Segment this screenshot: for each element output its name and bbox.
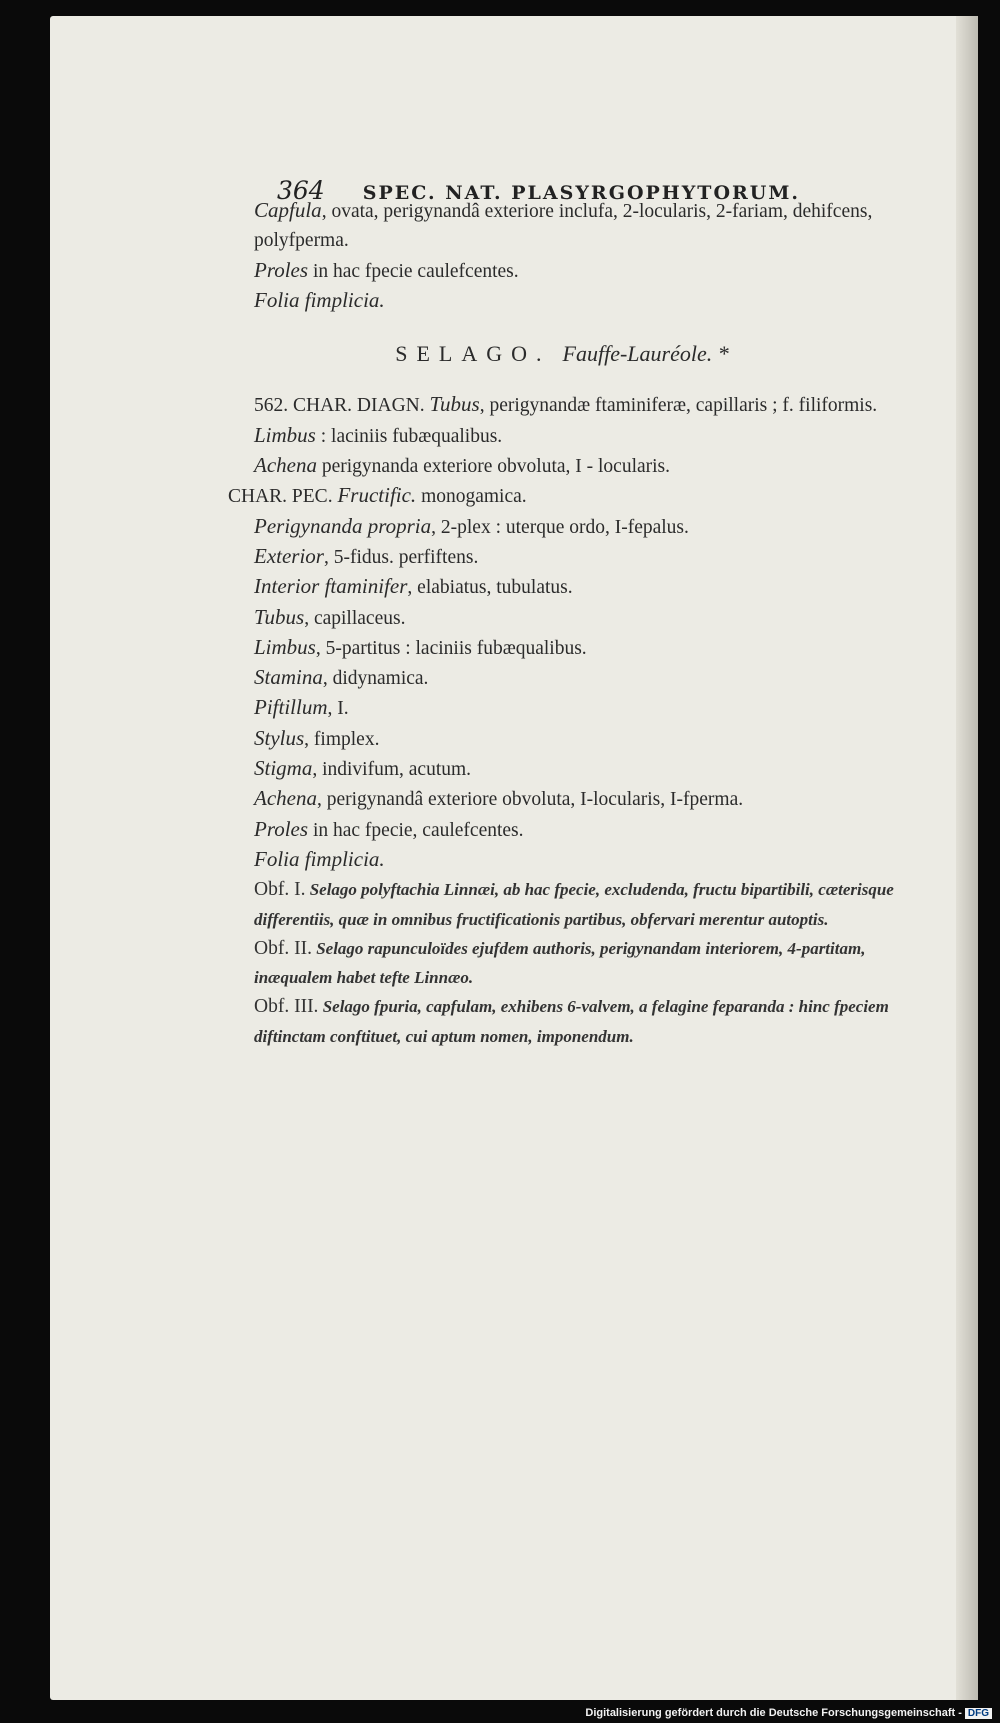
stigma-paragraph: Stigma, indivifum, acutum. — [254, 756, 472, 781]
genus-title: SELAGO. Fauffe-Lauréole. * — [395, 341, 729, 367]
stamina-paragraph: Stamina, didynamica. — [254, 665, 429, 690]
digitization-credit — [585, 1707, 992, 1719]
capsula-paragraph: Capfula, ovata, perigynandâ exteriore inclufa, 2-locularis, 2-fariam, dehifcens, polyfperma. — [254, 198, 873, 252]
stylus-paragraph: Stylus, fimplex. — [254, 725, 380, 750]
page-gutter — [956, 16, 978, 1700]
perigynanda-paragraph: Perigynanda propria, 2-plex : uterque ordo, I-fepalus. — [254, 513, 689, 538]
achena-paragraph: Achena perigynanda exteriore obvoluta, I - locularis. — [254, 453, 671, 478]
page-number: 364 — [277, 176, 325, 205]
credit-text: Digitalisierung gefördert durch die Deutsche Forschungsgemeinschaft - — [585, 1707, 962, 1719]
dfg-logo: DFG — [965, 1708, 992, 1719]
limbus-paragraph: Limbus : laciniis fubæqualibus. — [254, 422, 503, 447]
tubus-paragraph: Tubus, capillaceus. — [254, 604, 406, 629]
exterior-paragraph: Exterior, 5-fidus. perfiftens. — [254, 543, 479, 568]
interior-paragraph: Interior ftaminifer, elabiatus, tubulatus. — [254, 574, 573, 599]
folia-paragraph: Folia fimplicia. — [254, 287, 385, 312]
running-title: SPEC. NAT. PLASYRGOPHYTORUM. — [362, 182, 800, 204]
proles-paragraph: Proles in hac fpecie caulefcentes. — [254, 257, 519, 282]
proles-caulefcentes-paragraph: Proles in hac fpecie, caulefcentes. — [254, 816, 524, 841]
pistillum-paragraph: Piftillum, I. — [254, 695, 349, 720]
observation-1: Obf. I. Selago polyftachia Linnæi, ab hac fpecie, excludenda, fructu bipartibili, cæterisque differentiis, quæ in omnibus fructificationis partibus, obfervari merentur autoptis. — [254, 879, 894, 929]
limbus-partitus-paragraph: Limbus, 5-partitus : laciniis fubæqualibus. — [254, 634, 587, 659]
observation-2: Obf. II. Selago rapunculoïdes ejufdem authoris, perigynandam interiorem, 4-partitam, inæqualem habet tefte Linnæo. — [254, 937, 866, 988]
char-pec-paragraph: CHAR. PEC. Fructific. monogamica. — [228, 483, 527, 508]
folia-simplicia-paragraph: Folia fimplicia. — [254, 846, 385, 871]
achena-fperma-paragraph: Achena, perigynandâ exteriore obvoluta, I-locularis, I-fperma. — [254, 786, 744, 811]
char-diagn-paragraph: 562. CHAR. DIAGN. Tubus, perigynandæ ftaminiferæ, capillaris ; f. filiformis. — [254, 392, 878, 417]
page-body — [228, 196, 896, 1051]
observation-3: Obf. III. Selago fpuria, capfulam, exhibens 6-valvem, a felagine feparanda : hinc fpeciem diftinctam conftituet, cui aptum nomen, imponendum. — [254, 996, 889, 1046]
